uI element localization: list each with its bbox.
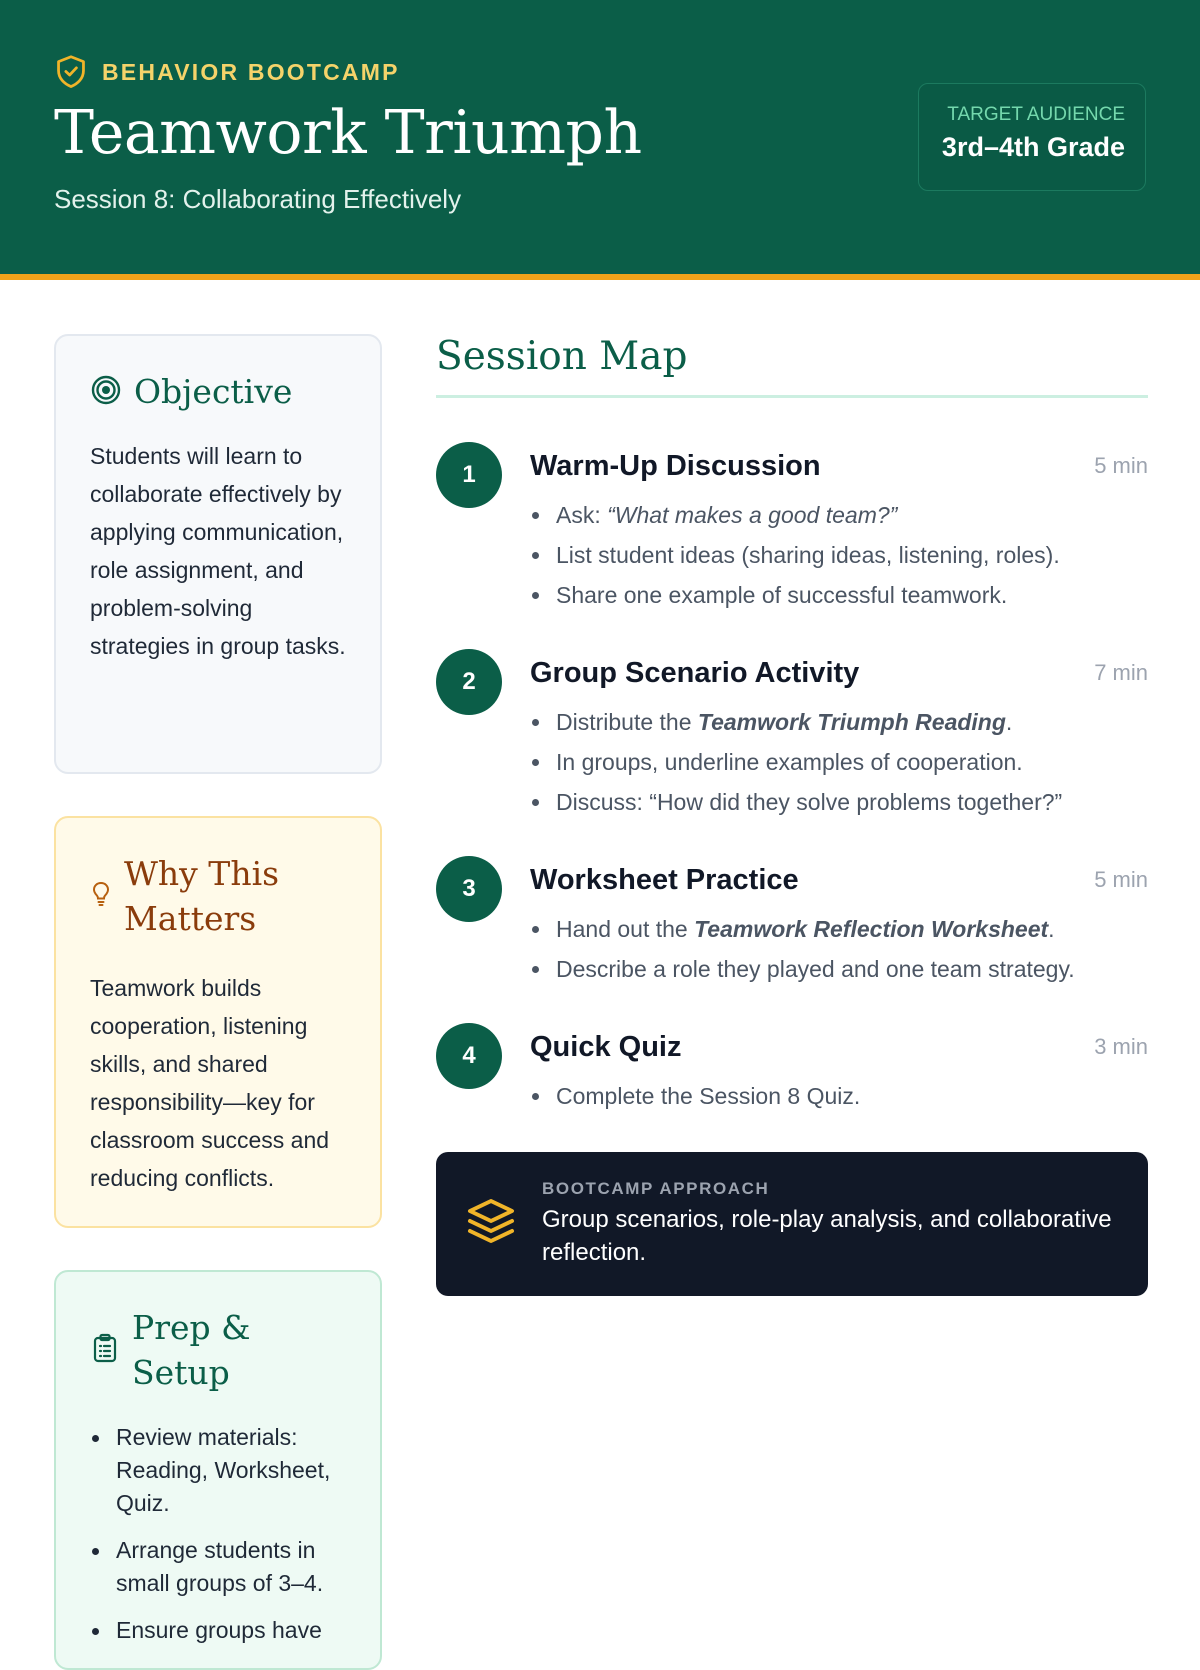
objective-title: Objective	[134, 372, 293, 411]
step-number-badge: 3	[436, 856, 502, 922]
step-title: Worksheet Practice	[530, 864, 799, 896]
prep-item: Ensure groups have	[90, 1614, 348, 1647]
step-bullets	[530, 1076, 1148, 1116]
why-title: Why This Matters	[124, 854, 280, 938]
step-bullets	[530, 909, 1148, 989]
prep-title: Prep & Setup	[132, 1308, 251, 1392]
prep-header	[90, 1306, 348, 1395]
target-icon	[90, 374, 122, 411]
step-4	[436, 1019, 1148, 1116]
step-bullet: Complete the Session 8 Quiz.	[530, 1076, 1148, 1116]
prep-item: Arrange students in small groups of 3–4.	[90, 1534, 348, 1600]
step-bullet	[530, 909, 1148, 949]
lightbulb-icon	[90, 879, 112, 914]
step-duration: 5 min	[1094, 867, 1148, 892]
approach-content	[542, 1179, 1120, 1269]
shield-check-icon	[54, 54, 88, 90]
why-text: Teamwork builds cooperation, listening skills, and shared responsibility—key for classroom success and reducing conflicts.	[90, 975, 330, 1192]
page-header	[0, 0, 1200, 280]
step-header	[530, 645, 1148, 690]
step-title: Quick Quiz	[530, 1031, 682, 1063]
bullet-text: .	[1005, 709, 1013, 735]
clipboard-icon	[90, 1332, 120, 1369]
layers-icon	[464, 1195, 518, 1254]
step-bullet	[530, 702, 1148, 742]
approach-text: Group scenarios, role-play analysis, and collaborative reflection.	[542, 1206, 1112, 1266]
step-duration: 7 min	[1094, 660, 1148, 685]
why-header	[90, 852, 348, 941]
bullet-quote: “What makes a good team?”	[607, 502, 898, 528]
session-map-title: Session Map	[436, 334, 1148, 398]
step-1	[436, 438, 1148, 615]
why-card	[54, 816, 382, 1228]
bullet-text: Distribute the	[556, 709, 698, 735]
step-bullet	[530, 495, 1148, 535]
step-3	[436, 852, 1148, 989]
step-bullets	[530, 495, 1148, 615]
step-number-badge: 1	[436, 442, 502, 508]
step-title: Group Scenario Activity	[530, 657, 860, 689]
step-title: Warm-Up Discussion	[530, 450, 821, 482]
step-bullet: List student ideas (sharing ideas, listening, roles).	[530, 535, 1148, 575]
prep-card	[54, 1270, 382, 1670]
audience-value: 3rd–4th Grade	[941, 132, 1125, 162]
objective-header	[90, 370, 348, 415]
brand-label: BEHAVIOR BOOTCAMP	[102, 58, 400, 85]
sidebar	[54, 334, 382, 1670]
bootcamp-approach-panel	[436, 1152, 1148, 1296]
audience-label: TARGET AUDIENCE	[947, 104, 1125, 125]
step-bullet: Discuss: “How did they solve problems together?”	[530, 782, 1148, 822]
step-header	[530, 1019, 1148, 1064]
step-2	[436, 645, 1148, 822]
material-title: Teamwork Triumph Reading	[697, 709, 1006, 735]
step-header	[530, 438, 1148, 483]
session-map	[436, 334, 1148, 1296]
material-title: Teamwork Reflection Worksheet	[694, 916, 1049, 942]
page-title: Teamwork Triumph	[54, 98, 642, 168]
step-number-badge: 2	[436, 649, 502, 715]
objective-card	[54, 334, 382, 774]
step-number-badge: 4	[436, 1023, 502, 1089]
target-audience-badge	[918, 83, 1146, 191]
page-subtitle: Session 8: Collaborating Effectively	[54, 184, 462, 214]
bullet-text: Hand out the	[556, 916, 695, 942]
bullet-text: .	[1048, 916, 1055, 942]
step-duration: 5 min	[1094, 453, 1148, 478]
bullet-text: Ask:	[556, 502, 608, 528]
step-duration: 3 min	[1094, 1034, 1148, 1059]
step-bullet: In groups, underline examples of cooperation.	[530, 742, 1148, 782]
step-header	[530, 852, 1148, 897]
prep-item: Review materials: Reading, Worksheet, Quiz.	[90, 1421, 348, 1520]
approach-label: BOOTCAMP APPROACH	[542, 1179, 770, 1198]
prep-list	[90, 1421, 348, 1647]
objective-text: Students will learn to collaborate effectively by applying communication, role assignment, and problem-solving strategies in group tasks.	[90, 442, 346, 659]
step-bullet: Describe a role they played and one team strategy.	[530, 949, 1148, 989]
step-bullets	[530, 702, 1148, 822]
steps-list	[436, 438, 1148, 1116]
step-bullet: Share one example of successful teamwork.	[530, 575, 1148, 615]
